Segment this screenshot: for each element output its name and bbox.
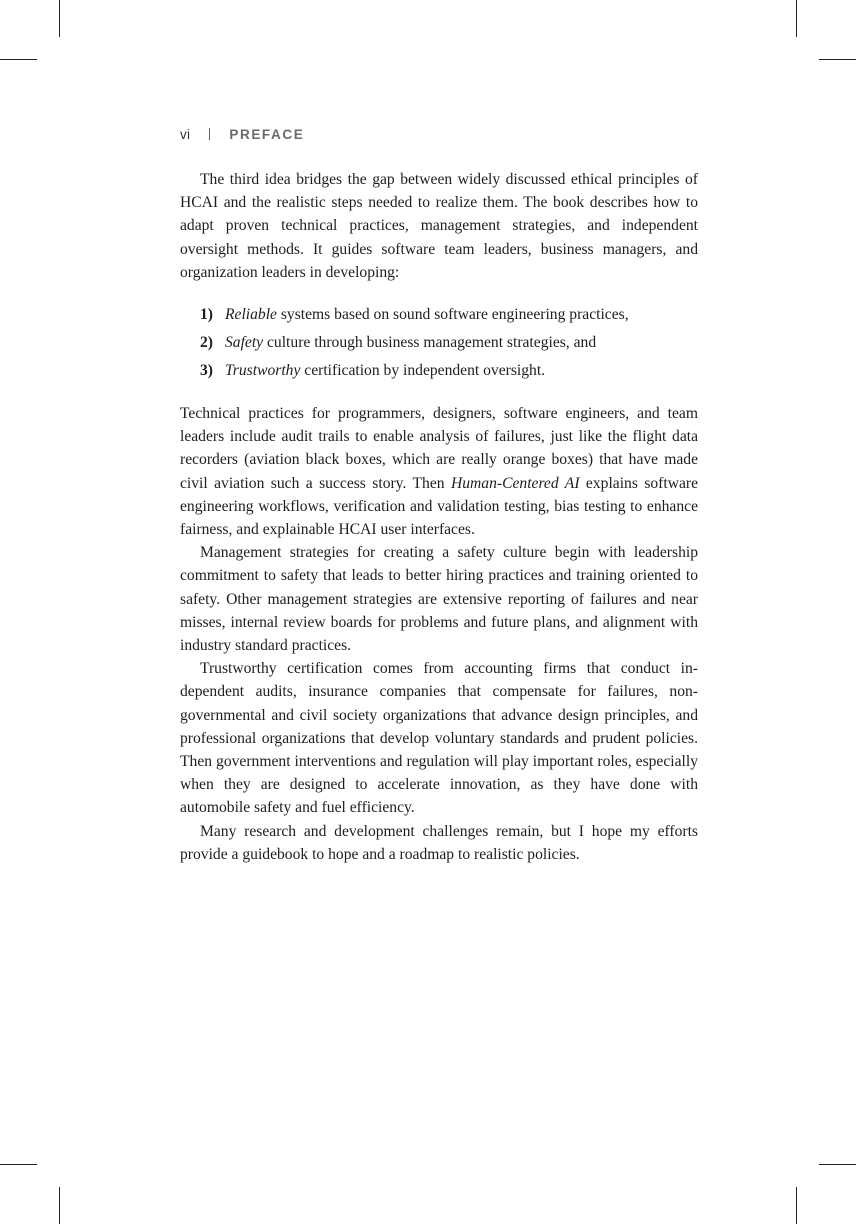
- list-item: [200, 329, 698, 357]
- page-number: vi: [180, 126, 191, 142]
- list-item-rest: certification by independent oversight.: [300, 362, 546, 380]
- crop-mark-bottom-right-horizontal: [819, 1164, 856, 1165]
- paragraph-4: Trustworthy certification comes from accounting firms that conduct independent audits, insurance companies that compensate for failures, non-governmental and civil society organizations that advance design principles, and professional organizations that develop voluntary standards and prudent policies. Then government interventions and regulation will play important roles, especially when they are designed to accelerate innovation, as they have done with automobile safety and fuel efficiency.: [180, 660, 698, 817]
- list-item: [200, 357, 698, 385]
- paragraph-1: The third idea bridges the gap between widely discussed ethical principles of HCAI and the realistic steps needed to realize them. The book describes how to adapt proven technical practices, management strategies, and independent oversight methods. It guides software team leaders, business managers, and organization leaders in developing:: [180, 171, 698, 281]
- crop-mark-top-right-vertical: [796, 0, 797, 37]
- crop-mark-top-left-horizontal: [0, 59, 37, 60]
- running-head: [180, 126, 304, 142]
- crop-mark-bottom-right-vertical: [796, 1187, 797, 1224]
- paragraph-2-end: explains software engineering workflows, verification and validation testing, bias testing to enhance fairness, and explainable HCAI user interfaces.: [180, 474, 699, 539]
- list-item-term: Trustworthy: [225, 362, 301, 380]
- list-item-number: 2): [200, 334, 213, 352]
- crop-mark-bottom-left-horizontal: [0, 1164, 37, 1165]
- crop-mark-top-right-horizontal: [819, 59, 856, 60]
- book-title: Human-Centered AI: [450, 474, 580, 492]
- paragraph-3: Management strategies for creating a safety culture begin with leadership commitment to safety that leads to better hiring practices and training oriented to safety. Other management strategies are extensive reporting of failures and near misses, internal review boards for problems and future plans, and alignment with industry standard practices.: [180, 544, 698, 655]
- numbered-list: [180, 301, 698, 385]
- list-item-text: [225, 329, 596, 357]
- list-item-rest: systems based on sound software engineering practices,: [276, 306, 629, 324]
- paragraph-5: Many research and development challenges remain, but I hope my efforts provide a guidebook to hope and a roadmap to realistic policies.: [180, 822, 698, 863]
- list-item-number: 3): [200, 362, 213, 380]
- list-item-term: Safety: [225, 334, 264, 352]
- list-item-text: [225, 357, 545, 385]
- list-item-term: Reliable: [225, 306, 277, 324]
- list-item-text: [225, 301, 629, 329]
- body-text: [180, 168, 698, 866]
- crop-mark-bottom-left-vertical: [59, 1187, 60, 1224]
- paragraph-2-start: Technical practices for programmers, designers, software engineers, and team leaders include audit trails to enable analysis of failures, just like the flight data recorders (aviation black boxes, which are really orange boxes) that have made civil aviation such a success story. Then: [180, 405, 698, 492]
- paragraph-2: [180, 402, 698, 541]
- list-item: [200, 301, 698, 329]
- running-head-divider: [209, 128, 210, 140]
- list-item-number: 1): [200, 306, 213, 324]
- list-item-rest: culture through business management strategies, and: [263, 334, 597, 352]
- section-label: PREFACE: [229, 126, 305, 142]
- crop-mark-top-left-vertical: [59, 0, 60, 37]
